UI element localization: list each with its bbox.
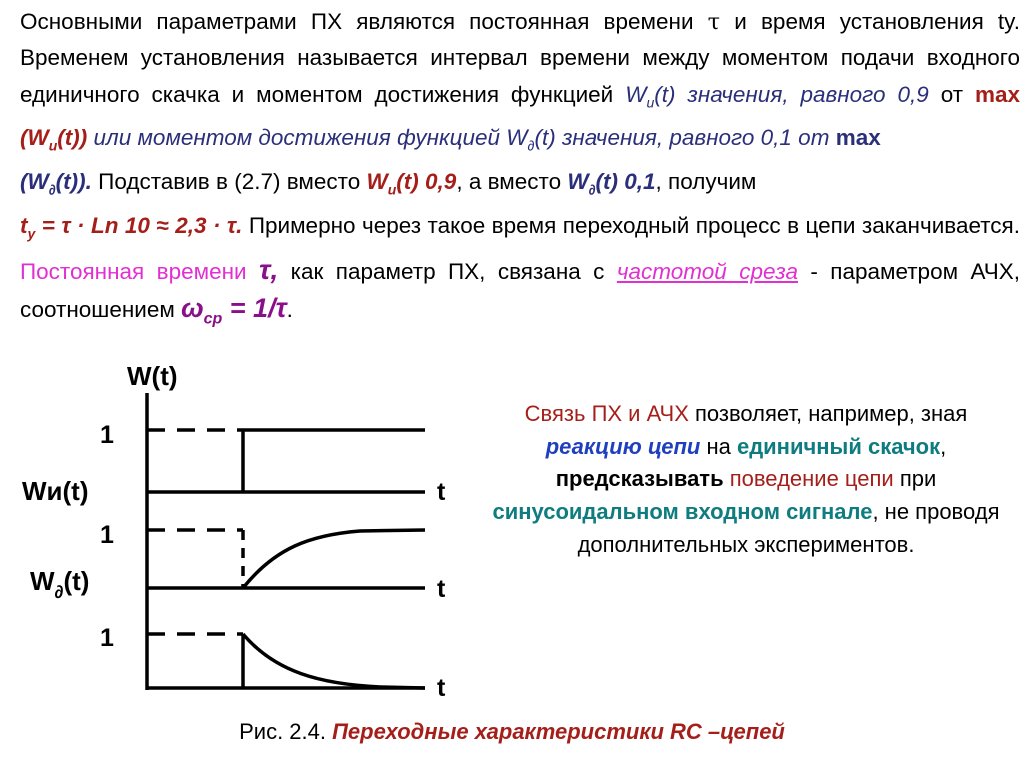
note-text: предсказывать [555, 466, 724, 492]
wd-label: $W_\partial(t)$ [30, 566, 90, 602]
note-text: позволяет, например, зная [688, 401, 968, 426]
t-label: t [437, 478, 446, 506]
t-label: t [437, 674, 446, 702]
text: . [286, 297, 293, 323]
text: или моментом достижения функцией [87, 125, 507, 151]
note-text: Связь ПХ и АЧХ [524, 401, 689, 426]
max-label: max [974, 81, 1021, 107]
ty-formula: $t_y = \tau \cdot Ln$ 10 ≈ 2,3 · τ. [20, 212, 243, 242]
one-label: 1 [100, 521, 114, 549]
side-note [486, 398, 1006, 562]
text: от [928, 81, 975, 107]
decaying-exponential-curve [243, 634, 425, 688]
cutoff-frequency-link: частотой среза [616, 258, 798, 284]
note-text: реакцию цепи [545, 433, 701, 459]
text: как параметр ПХ, связана с [278, 258, 617, 284]
max-arg: $(W_\partial(t))$. [20, 169, 92, 198]
wu-function: $W_u(t)$ значения, равного 0,9 [625, 81, 929, 111]
note-text: , [940, 433, 947, 459]
t-label: t [437, 575, 446, 603]
figure-caption [0, 716, 1024, 748]
omega-formula: $\omega_{ср} = 1/\tau$ [181, 293, 287, 328]
note-text: при [893, 466, 937, 492]
max-label: max [835, 125, 881, 151]
one-label: 1 [100, 624, 114, 652]
main-paragraph [20, 4, 1020, 338]
text: Примерно через такое время переходный процесс в цепи заканчивается. [242, 212, 1020, 238]
one-label: 1 [100, 421, 114, 449]
note-text: поведение цепи [723, 466, 894, 492]
note-text: на [700, 433, 737, 459]
note-text: синусоидальном входном сигнале [492, 499, 873, 525]
wu-value: $W_u(t)$ 0,9 [366, 169, 457, 198]
text: - параметром АЧХ, соотношением [20, 258, 1020, 323]
highlight-text: Постоянная времени [20, 258, 260, 284]
rising-exponential-curve [243, 530, 425, 588]
text: , а вместо [456, 169, 568, 195]
text: Подставив в (2.7) вместо [91, 169, 367, 195]
wd-function: $W_\partial(t)$ значения, равного 0,1 от [506, 125, 836, 154]
note-text: единичный скачок [736, 433, 941, 459]
w-axis-label: W(t) [127, 361, 178, 391]
tau-symbol: τ, [259, 253, 279, 285]
text: Основными параметрами ПХ являются постоянная времени [20, 9, 708, 34]
caption-prefix: Рис. 2.4. [239, 719, 333, 744]
text: , получим [655, 169, 757, 195]
note-text: , не проводя дополнительных экспериментов. [577, 499, 1000, 557]
wd-value: $W_\partial(t)$ 0,1 [567, 169, 656, 198]
max-arg: $(W_u(t))$ [20, 125, 88, 154]
text: и время установления ty. Временем установления называется интервал времени между моментом подачи входного единичного скачка и моментом достижения функцией [20, 9, 1020, 107]
tau-symbol: τ [707, 9, 721, 35]
wu-label: Wи(t) [22, 476, 89, 506]
caption-title: Переходные характеристики RC –цепей [332, 719, 785, 744]
transient-characteristics-diagram [0, 350, 470, 720]
